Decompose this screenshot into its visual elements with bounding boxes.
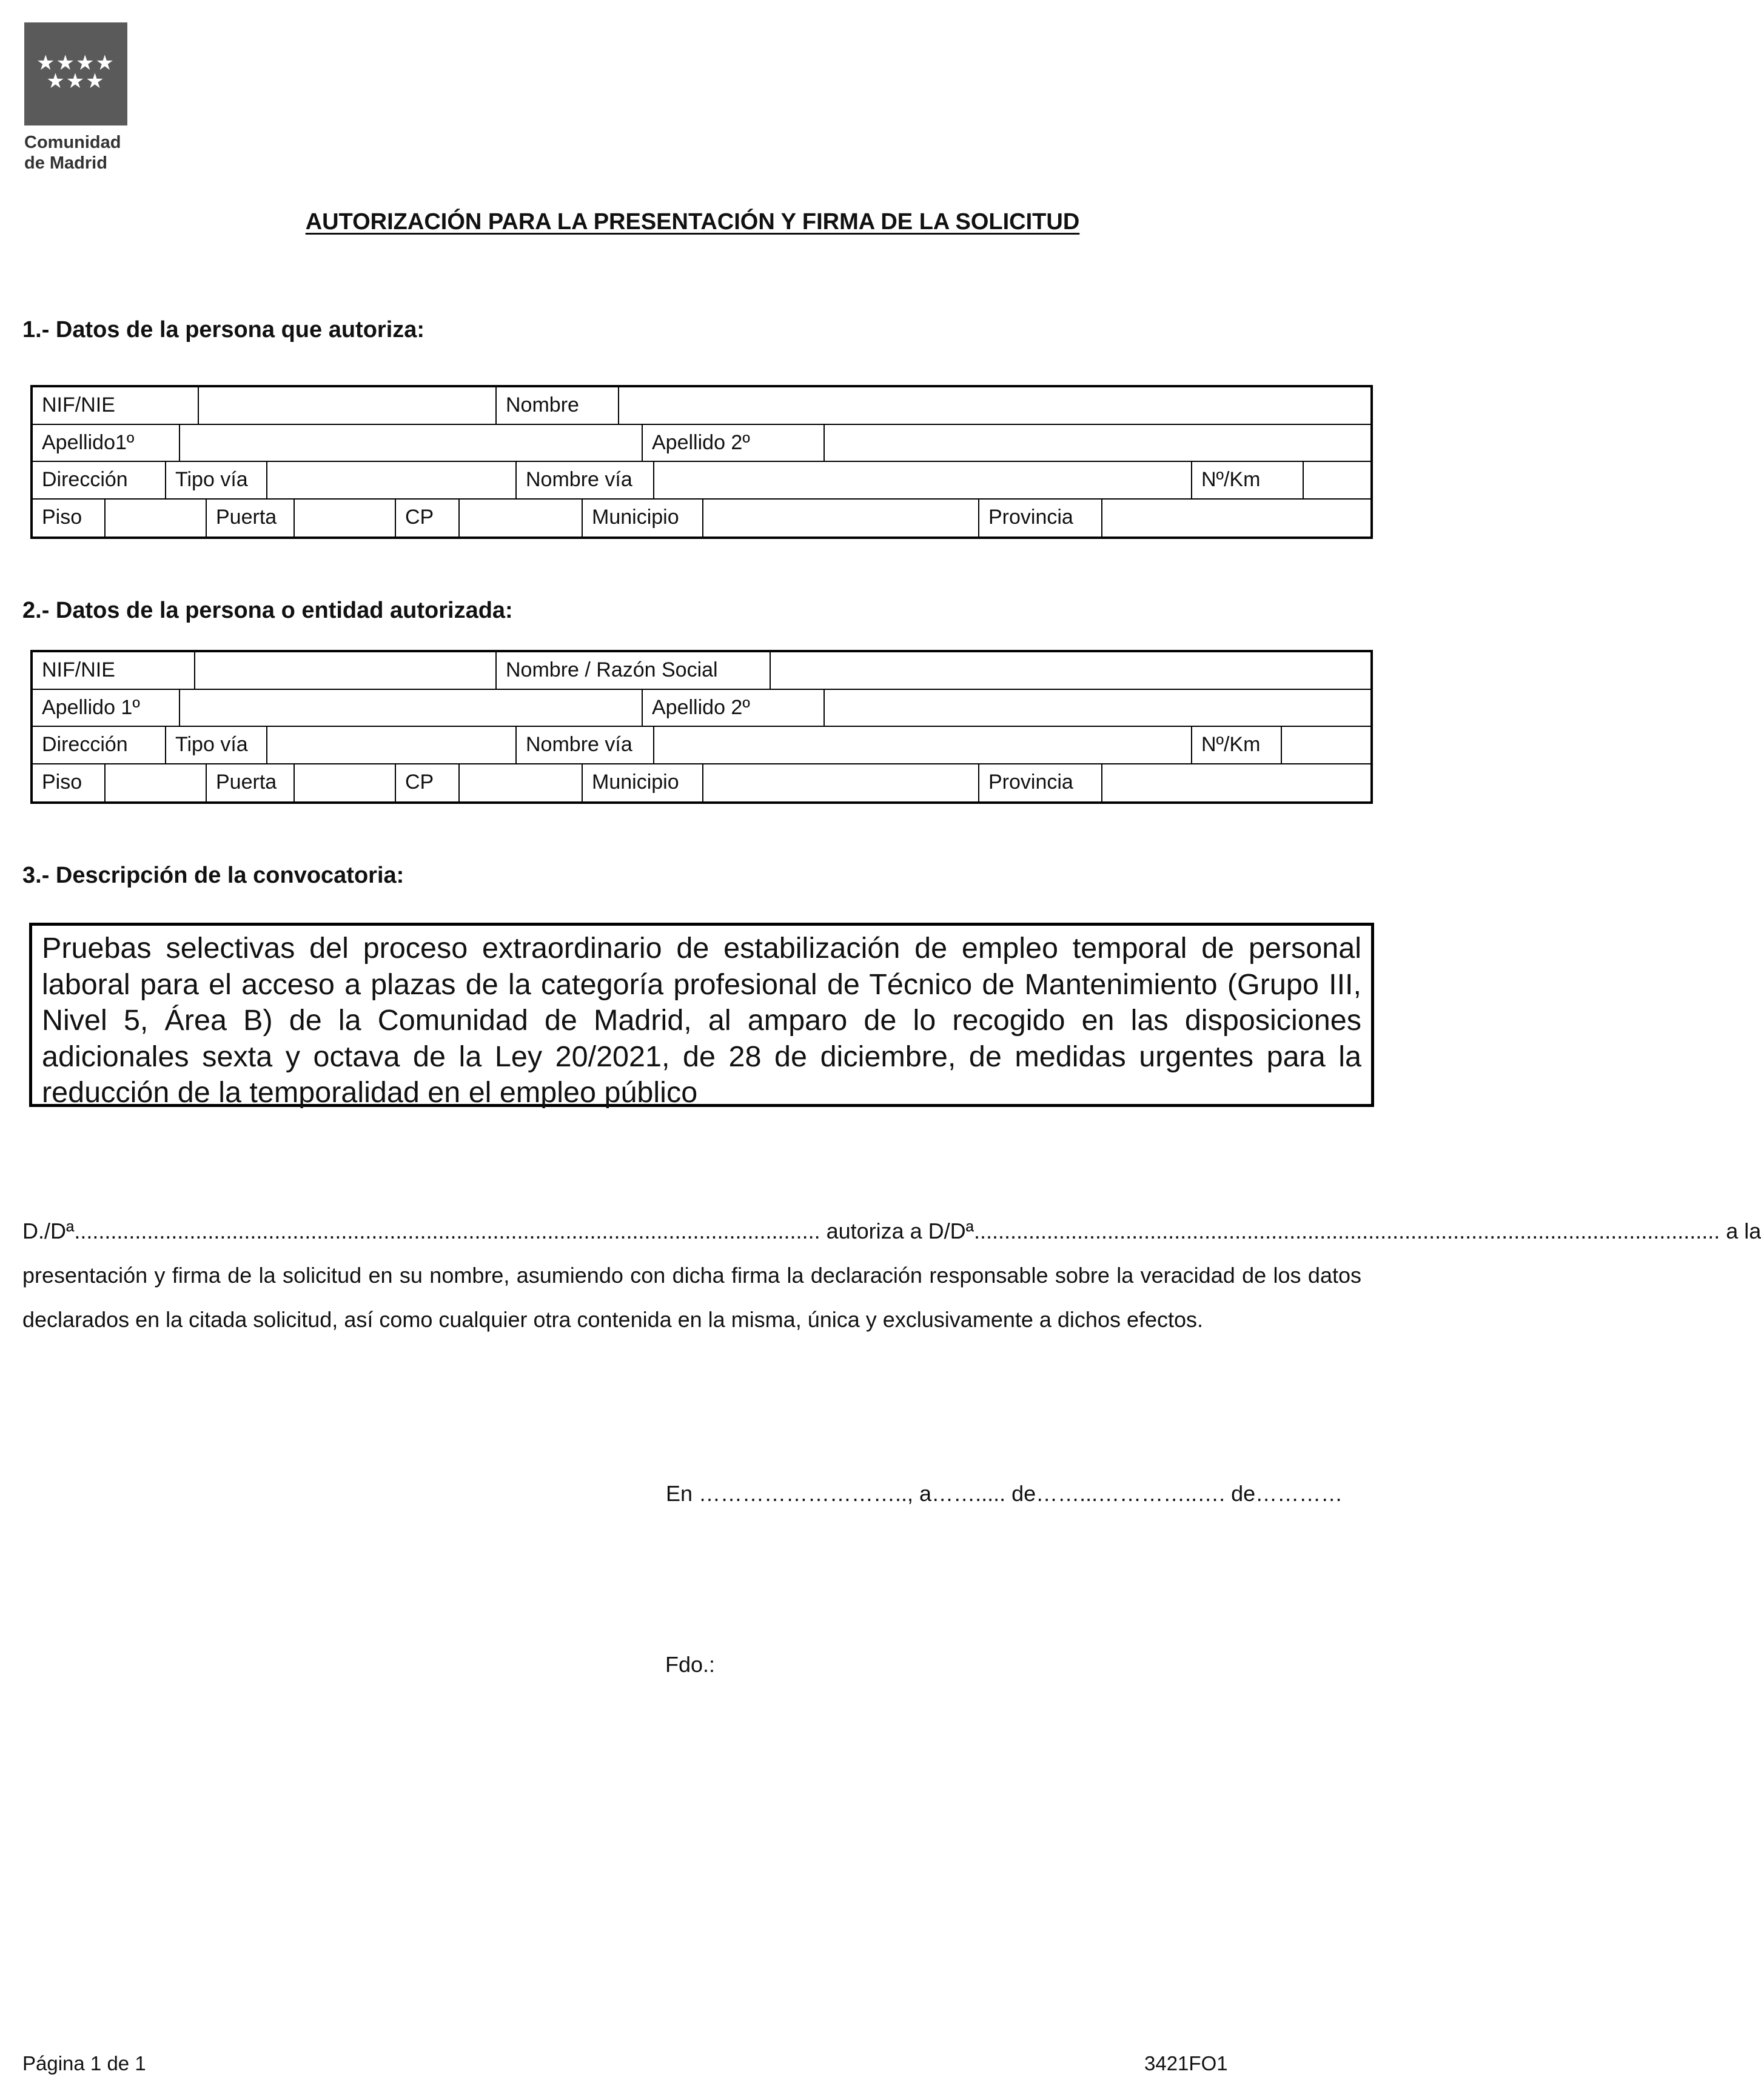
provincia-input[interactable] [1101,500,1373,537]
municipio-label: Municipio [582,500,702,537]
authorizer-name-blank[interactable]: ........................................................................................................................... [74,1219,820,1243]
num-km-input[interactable] [1281,727,1373,763]
nombre-via-label: Nombre vía [515,727,653,763]
apellido1-label: Apellido1º [42,430,135,454]
direccion-label: Dirección [42,468,128,491]
cp-input[interactable] [458,764,582,802]
logo-text-line2: de Madrid [24,153,107,173]
apellido2-input[interactable] [823,690,1373,726]
form-row [33,764,1370,802]
nombre-label: Nombre [495,387,618,424]
provincia-label: Provincia [978,764,1101,802]
tipo-via-label: Tipo vía [165,727,266,763]
nif-input[interactable] [198,387,495,424]
razon-social-label: Nombre / Razón Social [495,652,770,689]
puerta-label: Puerta [206,764,294,802]
document-title: AUTORIZACIÓN PARA LA PRESENTACIÓN Y FIRMA DE LA SOLICITUD [305,209,1080,235]
logo-text-line1: Comunidad [24,133,121,152]
piso-input[interactable] [104,500,206,537]
direccion-label: Dirección [42,733,128,756]
municipio-input[interactable] [702,500,978,537]
municipio-label: Municipio [582,764,702,802]
form-row [33,425,1370,463]
declaration-body: presentación y firma de la solicitud en su nombre, asumiendo con dicha firma la declaración responsable sobre la veracidad de los datos declarados en la citada solicitud, así como cualquier otra contenida en la misma, única y exclusivamente a dichos efectos. [22,1263,1361,1332]
num-km-label: Nº/Km [1191,462,1303,498]
convocatoria-description: Pruebas selectivas del proceso extraordinario de estabilización de empleo temporal de personal laboral para el acceso a plazas de la categoría profesional de Técnico de Mantenimiento (Grupo III, Nivel 5, Área B) de la Comunidad de Madrid, al amparo de lo recogido en las disposiciones adicionales sexta y octava de la Ley 20/2021, de 28 de diciembre, de medidas urgentes para la reducción de la temporalidad en el empleo público [29,923,1374,1107]
signature-label: Fdo.: [665,1652,716,1677]
apellido2-label: Apellido 2º [642,690,823,726]
nif-input[interactable] [194,652,495,689]
cp-label: CP [395,764,458,802]
puerta-input[interactable] [294,764,395,802]
nombre-input[interactable] [618,387,1373,424]
provincia-input[interactable] [1101,764,1373,802]
declaration-end: a la [1720,1219,1761,1243]
section2-heading: 2.- Datos de la persona o entidad autorizada: [22,598,513,623]
form-row [33,387,1370,425]
apellido2-label: Apellido 2º [642,425,823,461]
piso-label: Piso [42,770,82,794]
cp-label: CP [395,500,458,537]
page-number: Página 1 de 1 [22,2052,146,2075]
place-date-line[interactable]: En ……………………….., a……..... de……...…………..…. de………… [666,1481,1343,1506]
puerta-label: Puerta [206,500,294,537]
tipo-via-input[interactable] [266,462,515,498]
form-row [33,727,1370,764]
authorized-form-table [30,650,1373,804]
declaration-middle: autoriza a D/Dª [820,1219,974,1243]
tipo-via-label: Tipo vía [165,462,266,498]
piso-input[interactable] [104,764,206,802]
cp-input[interactable] [458,500,582,537]
form-row [33,690,1370,727]
nombre-via-label: Nombre vía [515,462,653,498]
declaration-first-line [22,1209,1761,1253]
num-km-input[interactable] [1303,462,1373,498]
nombre-via-input[interactable] [653,462,1191,498]
apellido2-input[interactable] [823,425,1373,461]
nif-label: NIF/NIE [42,393,115,416]
tipo-via-input[interactable] [266,727,515,763]
form-row [33,500,1370,537]
section1-heading: 1.- Datos de la persona que autoriza: [22,317,425,343]
section3-heading: 3.- Descripción de la convocatoria: [22,863,404,888]
razon-social-input[interactable] [770,652,1373,689]
logo-text [24,132,121,173]
comunidad-madrid-logo [24,22,127,125]
authorizer-form-table [30,385,1373,539]
apellido1-label: Apellido 1º [42,695,140,719]
nif-label: NIF/NIE [42,658,115,681]
apellido1-input[interactable] [179,690,642,726]
logo-stars-icon: ★★★★ ★★★ [36,52,115,93]
num-km-label: Nº/Km [1191,727,1281,763]
nombre-via-input[interactable] [653,727,1191,763]
form-row [33,652,1370,690]
provincia-label: Provincia [978,500,1101,537]
form-row [33,462,1370,500]
puerta-input[interactable] [294,500,395,537]
declaration-start: D./Dª [22,1219,75,1243]
municipio-input[interactable] [702,764,978,802]
authorized-name-blank[interactable]: ........................................................................................................................... [974,1219,1720,1243]
form-code: 3421FO1 [1144,2052,1228,2075]
piso-label: Piso [42,505,82,529]
apellido1-input[interactable] [179,425,642,461]
declaration-paragraph [22,1209,1761,1342]
